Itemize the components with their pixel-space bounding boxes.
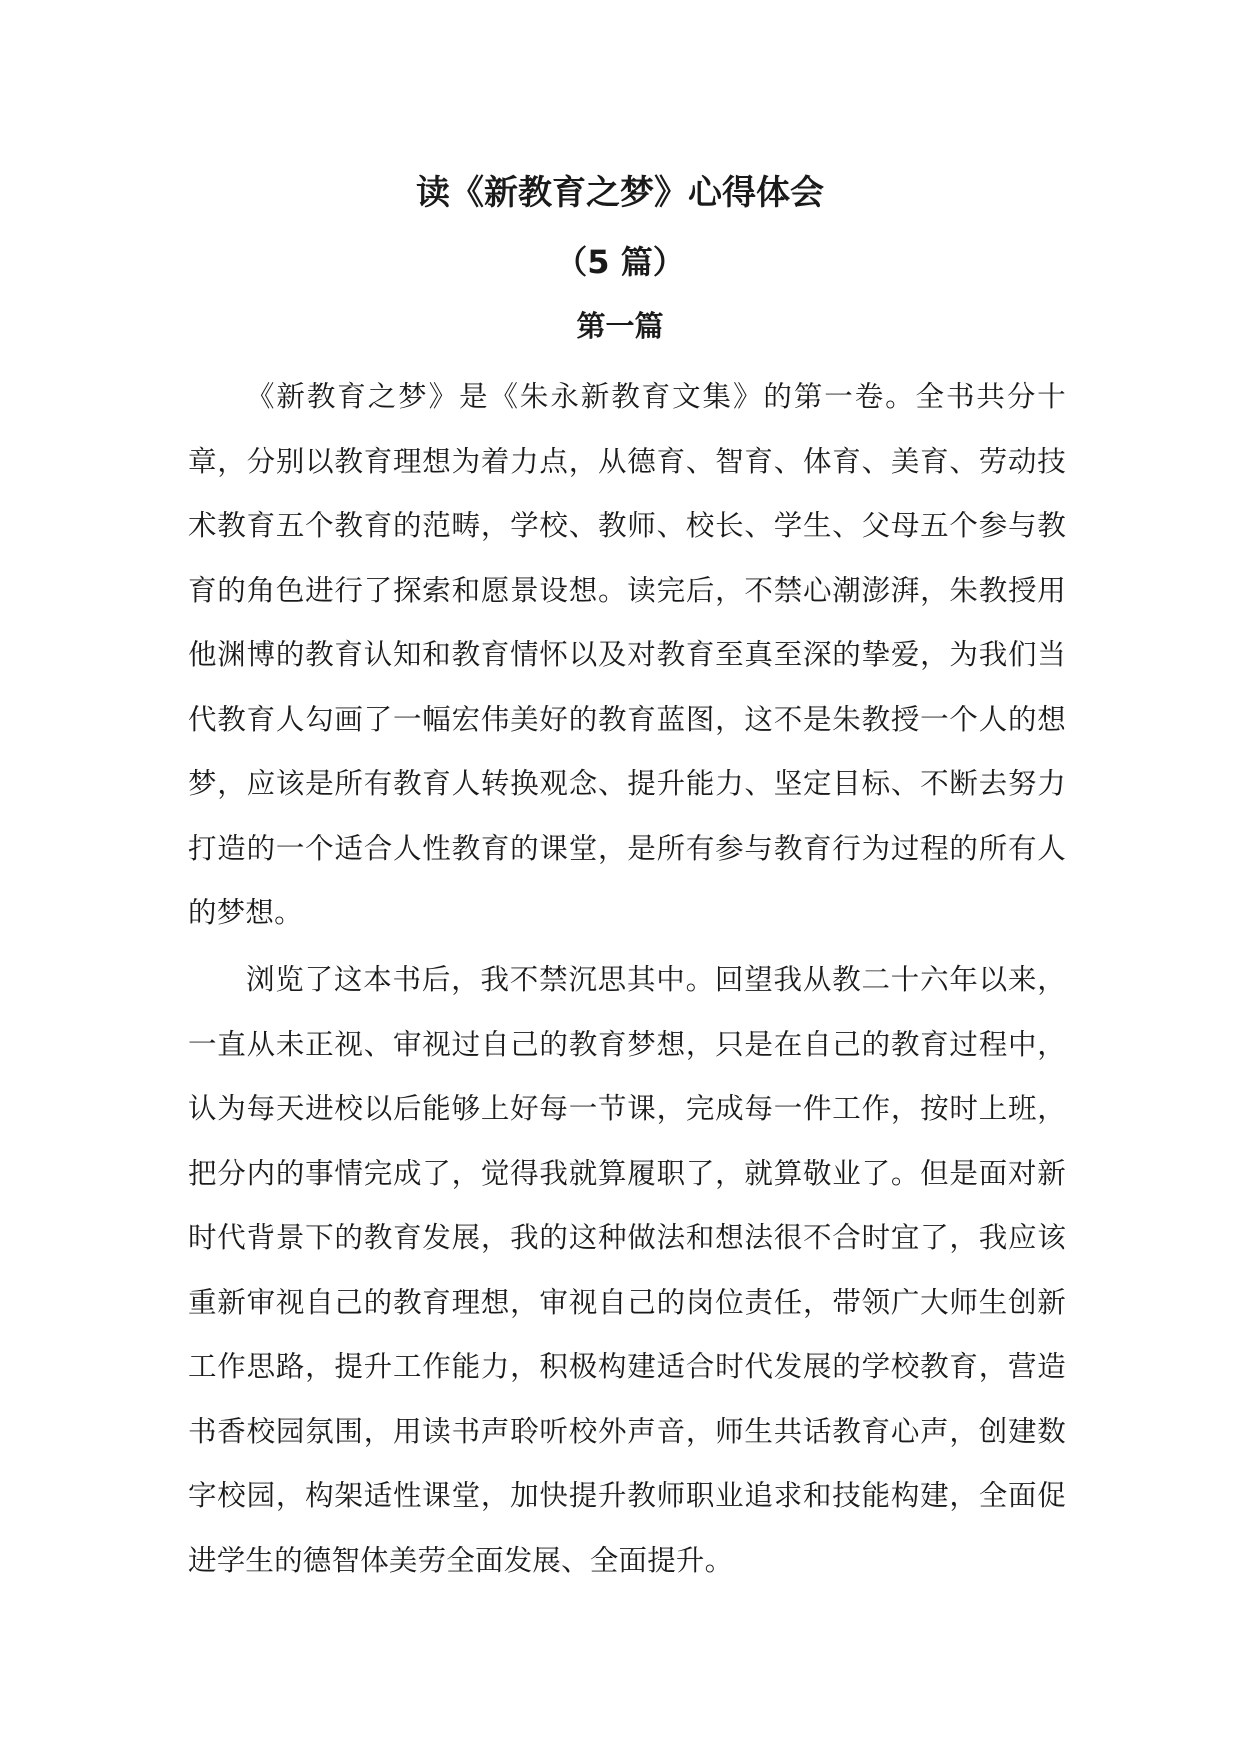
section-heading: 第一篇 bbox=[576, 309, 664, 343]
document-title: 读《新教育之梦》心得体会 bbox=[416, 173, 824, 213]
body-paragraph-2: 浏览了这本书后，我不禁沉思其中。回望我从教二十六年以来，一直从未正视、审视过自己的教育梦想，只是在自己的教育过程中，认为每天进校以后能够上好每一节课，完成每一件工作，按时上班，把分内的事情完成了，觉得我就算履职了，就算敬业了。但是面对新时代背景下的教育发展，我的这种做法和想法很不合时宜了，我应该重新审视自己的教育理想，审视自己的岗位责任，带领广大师生创新工作思路，提升工作能力，积极构建适合时代发展的学校教育，营造书香校园氛围，用读书声聆听校外声音，师生共话教育心声，创建数字校园，构架适性课堂，加快提升教师职业追求和技能构建，全面促进学生的德智体美劳全面发展、全面提升。 bbox=[188, 963, 1066, 1577]
document-subtitle: （5 篇） bbox=[555, 243, 685, 281]
body-paragraph-1: 《新教育之梦》是《朱永新教育文集》的第一卷。全书共分十章，分别以教育理想为着力点，从德育、智育、体育、美育、劳动技术教育五个教育的范畴，学校、教师、校长、学生、父母五个参与教育的角色进行了探索和愿景设想。读完后，不禁心潮澎湃，朱教授用他渊博的教育认知和教育情怀以及对教育至真至深的挚爱，为我们当代教育人勾画了一幅宏伟美好的教育蓝图，这不是朱教授一个人的想梦，应该是所有教育人转换观念、提升能力、坚定目标、不断去努力打造的一个适合人性教育的课堂，是所有参与教育行为过程的所有人的梦想。 bbox=[188, 380, 1066, 929]
